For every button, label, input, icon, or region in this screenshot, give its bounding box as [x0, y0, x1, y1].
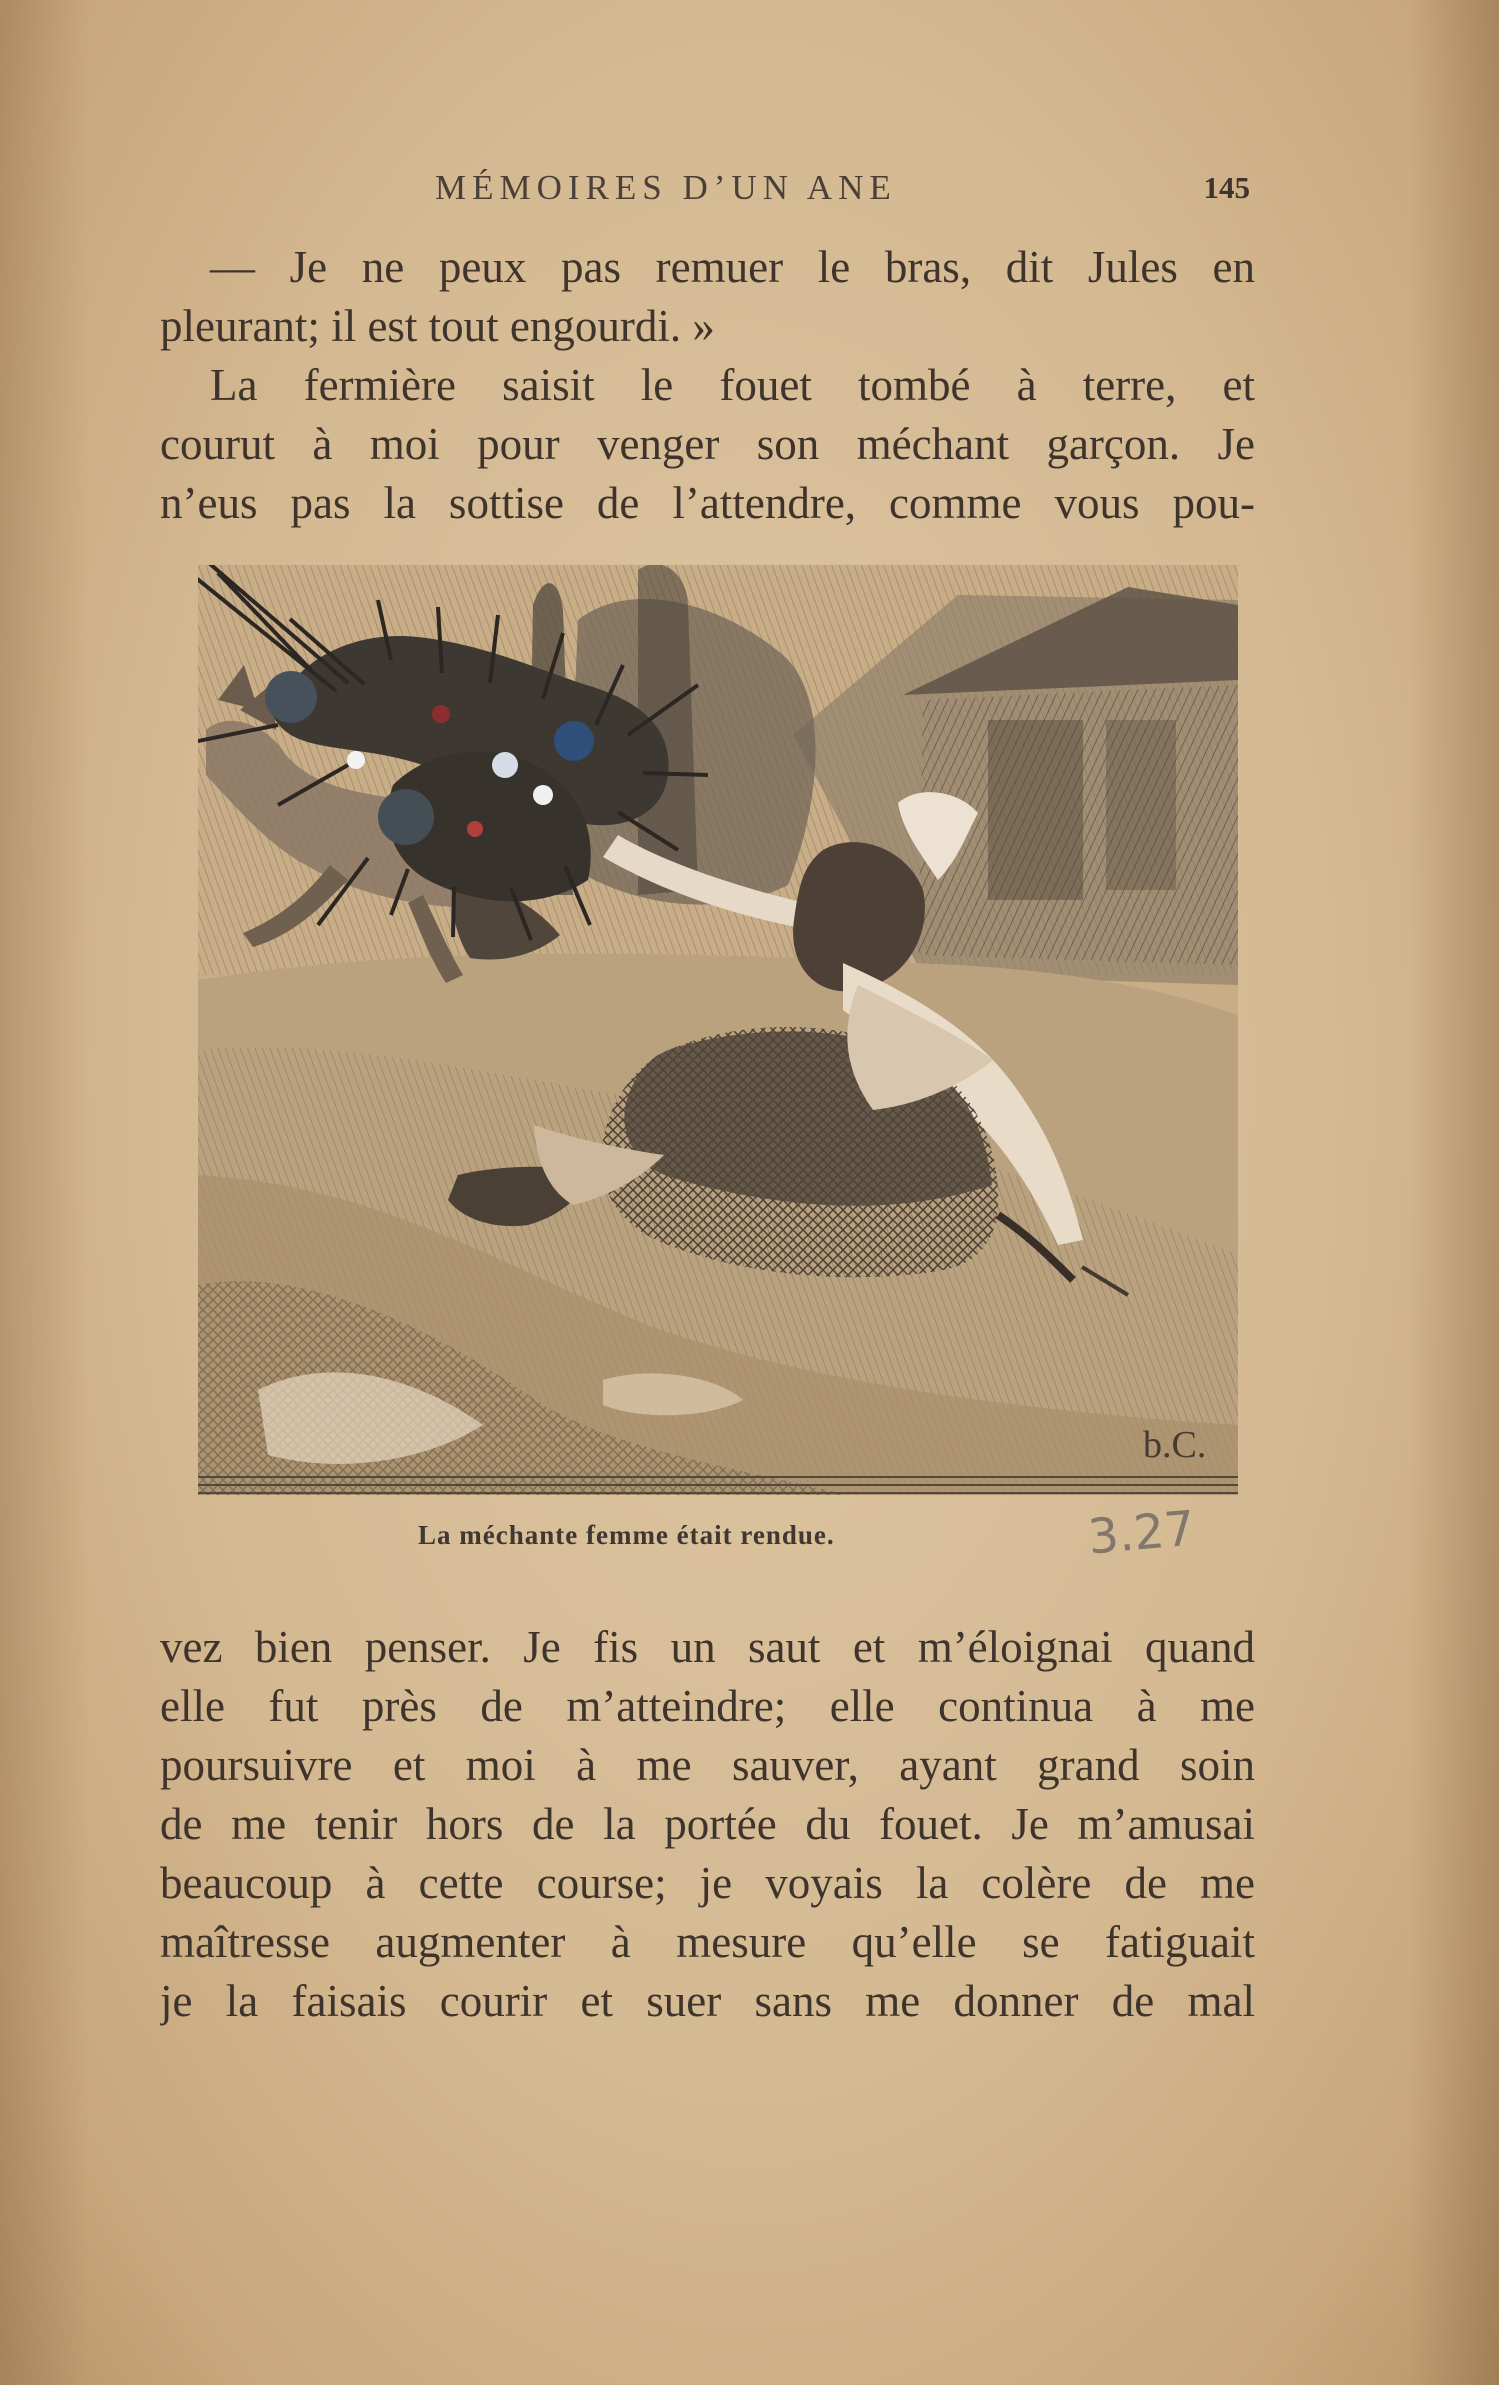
text-line: beaucoup à cette course; je voyais la colère de me: [160, 1858, 1255, 1908]
text-line: je la faisais courir et suer sans me donner de mal: [160, 1976, 1255, 2026]
right-page-shadow: [1409, 0, 1499, 2385]
page-number: 145: [1203, 170, 1250, 205]
running-head: [160, 168, 1250, 218]
running-title: MÉMOIRES D’UN ANE: [435, 168, 897, 207]
illustration-caption: La méchante femme était rendue.: [418, 1520, 835, 1550]
pencil-annotation: 3.27: [1085, 1500, 1198, 1566]
engraved-illustration: [198, 565, 1238, 1495]
bottom-paragraphs: [160, 1618, 1255, 2031]
text-line: elle fut près de m’atteindre; elle continua à me: [160, 1681, 1255, 1731]
text-line: n’eus pas la sottise de l’attendre, comme vous pou-: [160, 478, 1255, 528]
text-line: vez bien penser. Je fis un saut et m’éloignai quand: [160, 1622, 1255, 1672]
illustration-drawing: [198, 565, 1238, 1495]
text-line: La fermière saisit le fouet tombé à terre, et: [210, 360, 1255, 410]
text-line: de me tenir hors de la portée du fouet. Je m’amusai: [160, 1799, 1255, 1849]
text-line: poursuivre et moi à me sauver, ayant grand soin: [160, 1740, 1255, 1790]
text-line: — Je ne peux pas remuer le bras, dit Jules en: [210, 242, 1255, 292]
illustration-signature: b.C.: [1143, 1424, 1207, 1466]
text-line: maîtresse augmenter à mesure qu’elle se fatiguait: [160, 1917, 1255, 1967]
left-page-shadow: [0, 0, 90, 2385]
text-line: courut à moi pour venger son méchant garçon. Je: [160, 419, 1255, 469]
top-paragraphs: [160, 238, 1255, 533]
text-line: pleurant; il est tout engourdi. »: [160, 301, 715, 351]
